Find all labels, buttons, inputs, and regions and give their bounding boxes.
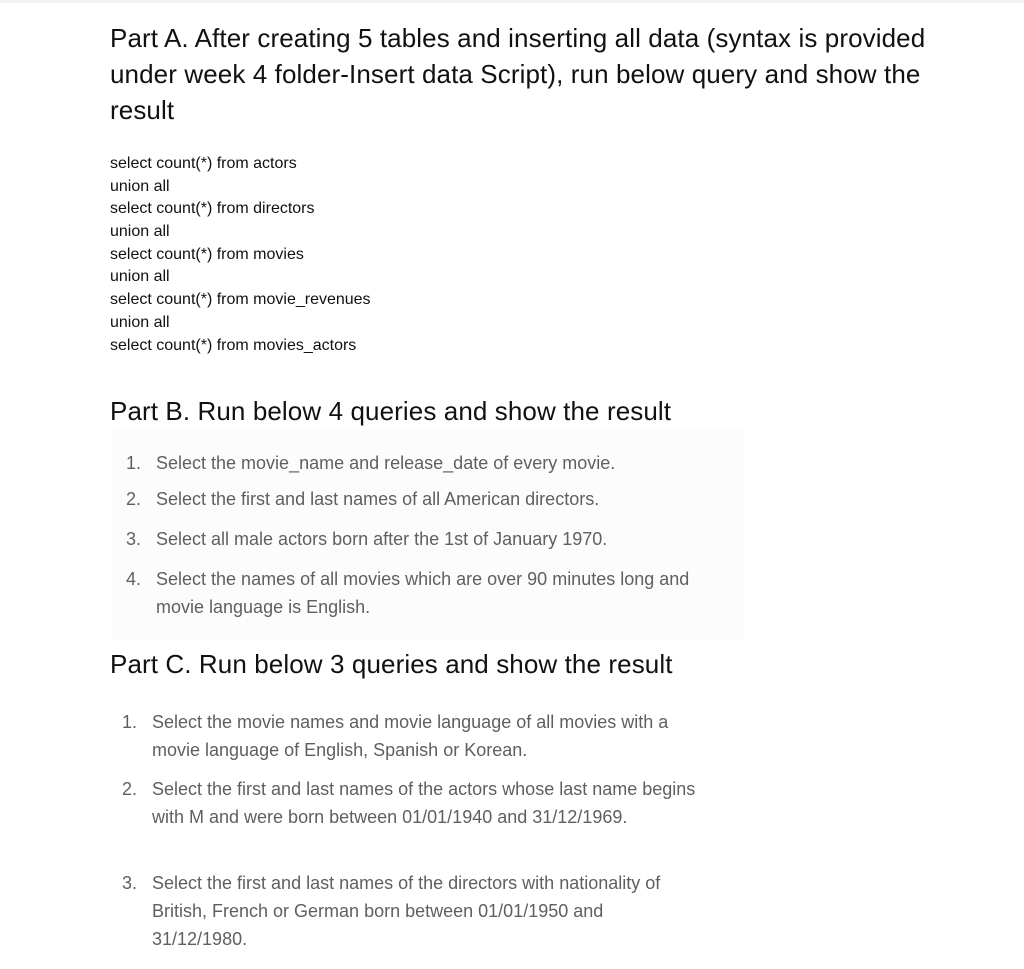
list-item-text: Select the movie_name and release_date of every movie. — [156, 453, 616, 473]
list-item — [112, 565, 716, 621]
sql-line: select count(*) from movies_actors — [110, 336, 357, 354]
sql-line: union all — [110, 268, 170, 286]
list-item-text: Select the movie names and movie language of all movies with a movie language of English, Spanish or Korean. — [152, 712, 669, 760]
list-item-number: 3. — [126, 529, 142, 549]
part-a-heading: Part A. After creating 5 tables and inserting all data (syntax is provided under week 4 folder-Insert data Script), run below query and show the result — [110, 23, 926, 125]
list-item-text: Select the names of all movies which are over 90 minutes long and movie language is English. — [156, 569, 690, 617]
list-item-text: Select the first and last names of the directors with nationality of British, French or German born between 01/01/1950 and 31/12/1980. — [152, 873, 661, 949]
list-item — [112, 485, 756, 513]
list-item-number: 4. — [126, 569, 142, 589]
list-item — [108, 869, 682, 953]
list-item — [108, 708, 712, 764]
list-item-text: Select all male actors born after the 1st of January 1970. — [156, 529, 608, 549]
sql-query-block — [110, 153, 371, 357]
list-item-number: 3. — [122, 873, 138, 893]
list-item-number: 1. — [122, 712, 138, 732]
part-b-heading: Part B. Run below 4 queries and show the result — [110, 396, 672, 426]
list-item-text: Select the first and last names of the actors whose last name begins with M and were born between 01/01/1940 and 31/12/1969. — [152, 779, 696, 827]
page-top-edge — [0, 0, 1024, 3]
list-item-number: 2. — [126, 489, 142, 509]
sql-line: union all — [110, 177, 170, 195]
list-item-number: 1. — [126, 453, 142, 473]
sql-line: select count(*) from movies — [110, 245, 304, 263]
part-c-heading: Part C. Run below 3 queries and show the result — [110, 649, 673, 679]
list-item-number: 2. — [122, 779, 138, 799]
sql-line: union all — [110, 313, 170, 331]
list-item — [108, 775, 712, 831]
list-item-text: Select the first and last names of all American directors. — [156, 489, 600, 509]
part-b-question-list — [112, 430, 744, 640]
sql-line: select count(*) from movie_revenues — [110, 291, 371, 309]
list-item — [112, 449, 756, 477]
sql-line: select count(*) from actors — [110, 155, 297, 172]
list-item — [112, 525, 756, 553]
sql-line: union all — [110, 223, 170, 241]
sql-line: select count(*) from directors — [110, 200, 315, 218]
